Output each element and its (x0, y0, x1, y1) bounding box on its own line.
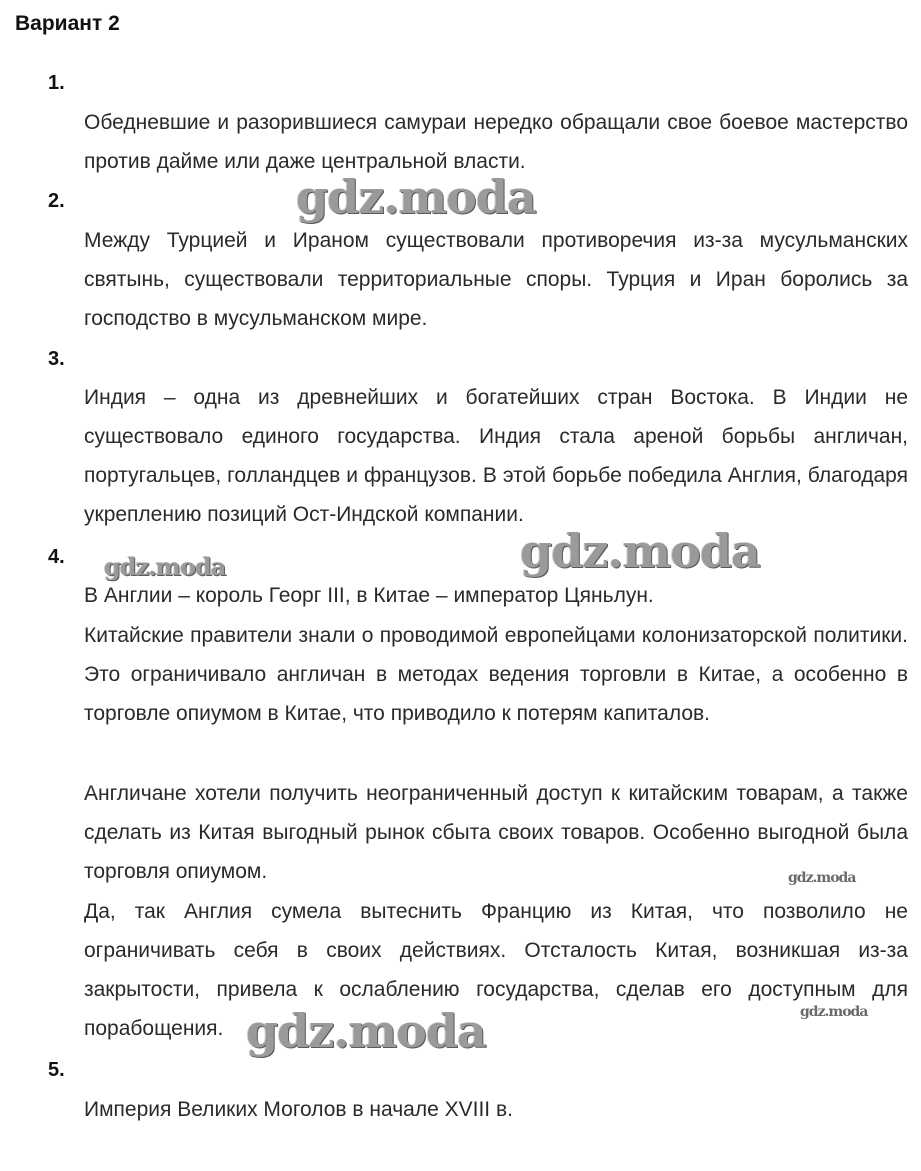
answer-3-paragraph: Индия – одна из древнейших и богатейших стран Востока. В Индии не существовало единого государства. Индия стала ареной борьбы англичан, португальцев, голландцев и французов. В этой борьбе победила Англия, благодаря укреплению позиций Ост-Индской компании. (84, 386, 908, 526)
answer-2-paragraph: Между Турцией и Ираном существовали противоречия из-за мусульманских святынь, существовали территориальные споры. Турция и Иран боролись за господство в мусульманском мире. (84, 229, 908, 330)
watermark-logo: gdz.moda (520, 524, 760, 578)
answer-5-paragraph: Империя Великих Моголов в начале XVIII в. (84, 1098, 513, 1121)
question-number-5: 5. (48, 1059, 65, 1081)
answer-1-paragraph: Обедневшие и разорившиеся самураи нередко обращали свое боевое мастерство против дайме или даже центральной власти. (84, 111, 908, 173)
question-number-2: 2. (48, 190, 65, 212)
answer-4-paragraph-1: В Англии – король Георг III, в Китае – император Цяньлун. (84, 584, 654, 607)
question-number-4: 4. (48, 546, 65, 568)
question-number-1: 1. (48, 72, 65, 94)
question-number-3: 3. (48, 348, 65, 370)
answer-4-paragraph-2: Китайские правители знали о проводимой европейцами колонизаторской политики. Это ограничивало англичан в методах ведения торговли в Китае, а особенно в торговле опиумом в Китае, что приводило к потерям капиталов. (84, 624, 908, 725)
watermark-logo: gdz.moda (800, 1004, 868, 1020)
answer-4-paragraph-3: Англичане хотели получить неограниченный доступ к китайским товарам, а также сделать из Китая выгодный рынок сбыта своих товаров. Особенно выгодной была торговля опиумом. (84, 782, 908, 883)
answer-4-paragraph-4: Да, так Англия сумела вытеснить Францию из Китая, что позволило не ограничивать себя в своих действиях. Отсталость Китая, возникшая из-за закрытости, привела к ослаблению государства, сделав его доступным для порабощения. (84, 900, 908, 1040)
watermark-logo: gdz.moda (296, 170, 536, 224)
page-title: Вариант 2 (15, 12, 120, 35)
watermark-logo: gdz.moda (104, 552, 226, 581)
watermark-logo: gdz.moda (246, 1004, 486, 1058)
watermark-logo: gdz.moda (788, 870, 856, 886)
